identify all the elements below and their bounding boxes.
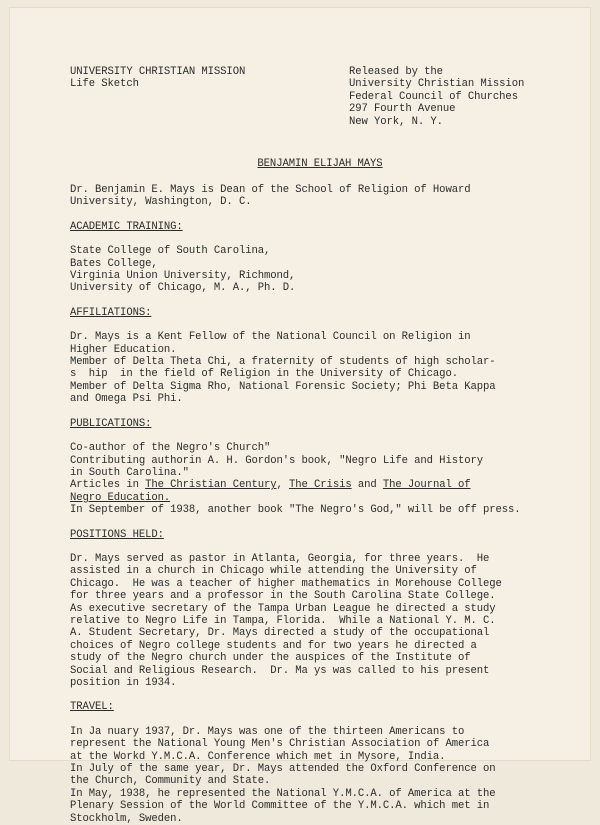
intro-paragraph xyxy=(70,184,570,209)
body-line: As executive secretary of the Tampa Urban League he directed a study xyxy=(70,602,496,615)
body-line: Chicago. He was a teacher of higher mathematics in Morehouse College xyxy=(70,577,502,590)
document-body xyxy=(70,184,570,825)
positions-paragraph xyxy=(70,553,570,689)
body-line: the Church, Community and State. xyxy=(70,775,271,788)
body-line: Member of Delta Theta Chi, a fraternity of students of high scholar- xyxy=(70,356,496,369)
body-line: Dr. Mays served as pastor in Atlanta, Georgia, for three years. He xyxy=(70,552,490,565)
header-release-line: 297 Fourth Avenue xyxy=(349,103,456,116)
publications-paragraph xyxy=(70,442,570,516)
body-line: choices of Negro college students and for two years he directed a xyxy=(70,639,477,652)
body-line: University of Chicago, M. A., Ph. D. xyxy=(70,282,296,295)
header-left xyxy=(70,66,245,91)
body-line: A. Student Secretary, Dr. Mays directed a study of the occupational xyxy=(70,627,490,640)
body-line: relative to Negro Life in Tampa, Florida. While a National Y. M. C. xyxy=(70,614,496,627)
header-release-line: Federal Council of Churches xyxy=(349,90,518,103)
body-line: Virginia Union University, Richmond, xyxy=(70,270,296,283)
body-line: Dr. Benjamin E. Mays is Dean of the School of Religion of Howard xyxy=(70,184,471,196)
body-line: position in 1934. xyxy=(70,677,177,689)
section-heading-publications: PUBLICATIONS: xyxy=(70,417,152,430)
body-line: Social and Religious Research. Dr. Ma ys was called to his present xyxy=(70,664,490,677)
header-doc-type: Life Sketch xyxy=(70,78,139,91)
body-line: Higher Education. xyxy=(70,343,177,356)
body-line: study of the Negro church under the auspices of the Institute of xyxy=(70,652,471,665)
travel-paragraph xyxy=(70,726,570,825)
document-page xyxy=(10,8,590,825)
body-line: Dr. Mays is a Kent Fellow of the National Council on Religion in xyxy=(70,331,471,344)
articles-prefix: Articles in xyxy=(70,479,146,492)
section-heading-affiliations: AFFILIATIONS: xyxy=(70,306,152,319)
section-heading-academic: ACADEMIC TRAINING: xyxy=(70,220,183,233)
body-line: represent the National Young Men's Christian Association of America xyxy=(70,738,490,751)
body-line: In May, 1938, he represented the National Y.M.C.A. of America at the xyxy=(70,787,496,800)
body-line: University, Washington, D. C. xyxy=(70,196,252,209)
body-line: In September of 1938, another book "The Negro's God," will be off press. xyxy=(70,504,521,517)
header-release-line: Released by the xyxy=(349,66,443,78)
body-line: for three years and a professor in the South Carolina State College. xyxy=(70,590,496,603)
body-line: s hip in the field of Religion in the University of Chicago. xyxy=(70,368,458,381)
body-line: Member of Delta Sigma Rho, National Forensic Society; Phi Beta Kappa xyxy=(70,380,496,393)
journal-title: The Journal of xyxy=(382,479,471,492)
body-line: Stockholm, Sweden. xyxy=(70,812,183,825)
body-line: In July of the same year, Dr. Mays attended the Oxford Conference on xyxy=(70,763,496,776)
body-line: Contributing authorin A. H. Gordon's book, "Negro Life and History xyxy=(70,454,483,467)
body-line: In Ja nuary 1937, Dr. Mays was one of the thirteen Americans to xyxy=(70,725,465,738)
body-line xyxy=(70,492,570,504)
body-line: Co-author of the Negro's Church" xyxy=(70,442,271,455)
section-heading-travel: TRAVEL: xyxy=(70,701,114,714)
title-block xyxy=(70,158,570,170)
header-right xyxy=(349,66,524,128)
header-release-line: University Christian Mission xyxy=(349,78,525,91)
journal-title: The Christian Century xyxy=(145,479,277,492)
section-heading-positions: POSITIONS HELD: xyxy=(70,528,164,541)
body-line: State College of South Carolina, xyxy=(70,245,271,258)
body-line: and Omega Psi Phi. xyxy=(70,393,183,406)
body-line: assisted in a church in Chicago while attending the University of xyxy=(70,565,477,578)
body-line: in South Carolina." xyxy=(70,466,189,479)
header-release-line: New York, N. Y. xyxy=(349,115,443,128)
header-org: UNIVERSITY CHRISTIAN MISSION xyxy=(70,66,246,78)
body-line: at the Workd Y.M.C.A. Conference which met in Mysore, India. xyxy=(70,750,446,763)
journal-title: Negro Education. xyxy=(70,491,171,504)
separator: and xyxy=(351,479,383,492)
body-line: Bates College, xyxy=(70,257,158,270)
body-line-articles xyxy=(70,479,570,491)
affiliations-paragraph xyxy=(70,331,570,405)
page-title: BENJAMIN ELIJAH MAYS xyxy=(257,158,383,170)
separator: , xyxy=(276,479,290,492)
journal-title: The Crisis xyxy=(289,479,352,492)
body-line: Plenary Session of the World Committee of the Y.M.C.A. which met in xyxy=(70,800,490,813)
academic-list xyxy=(70,245,570,295)
